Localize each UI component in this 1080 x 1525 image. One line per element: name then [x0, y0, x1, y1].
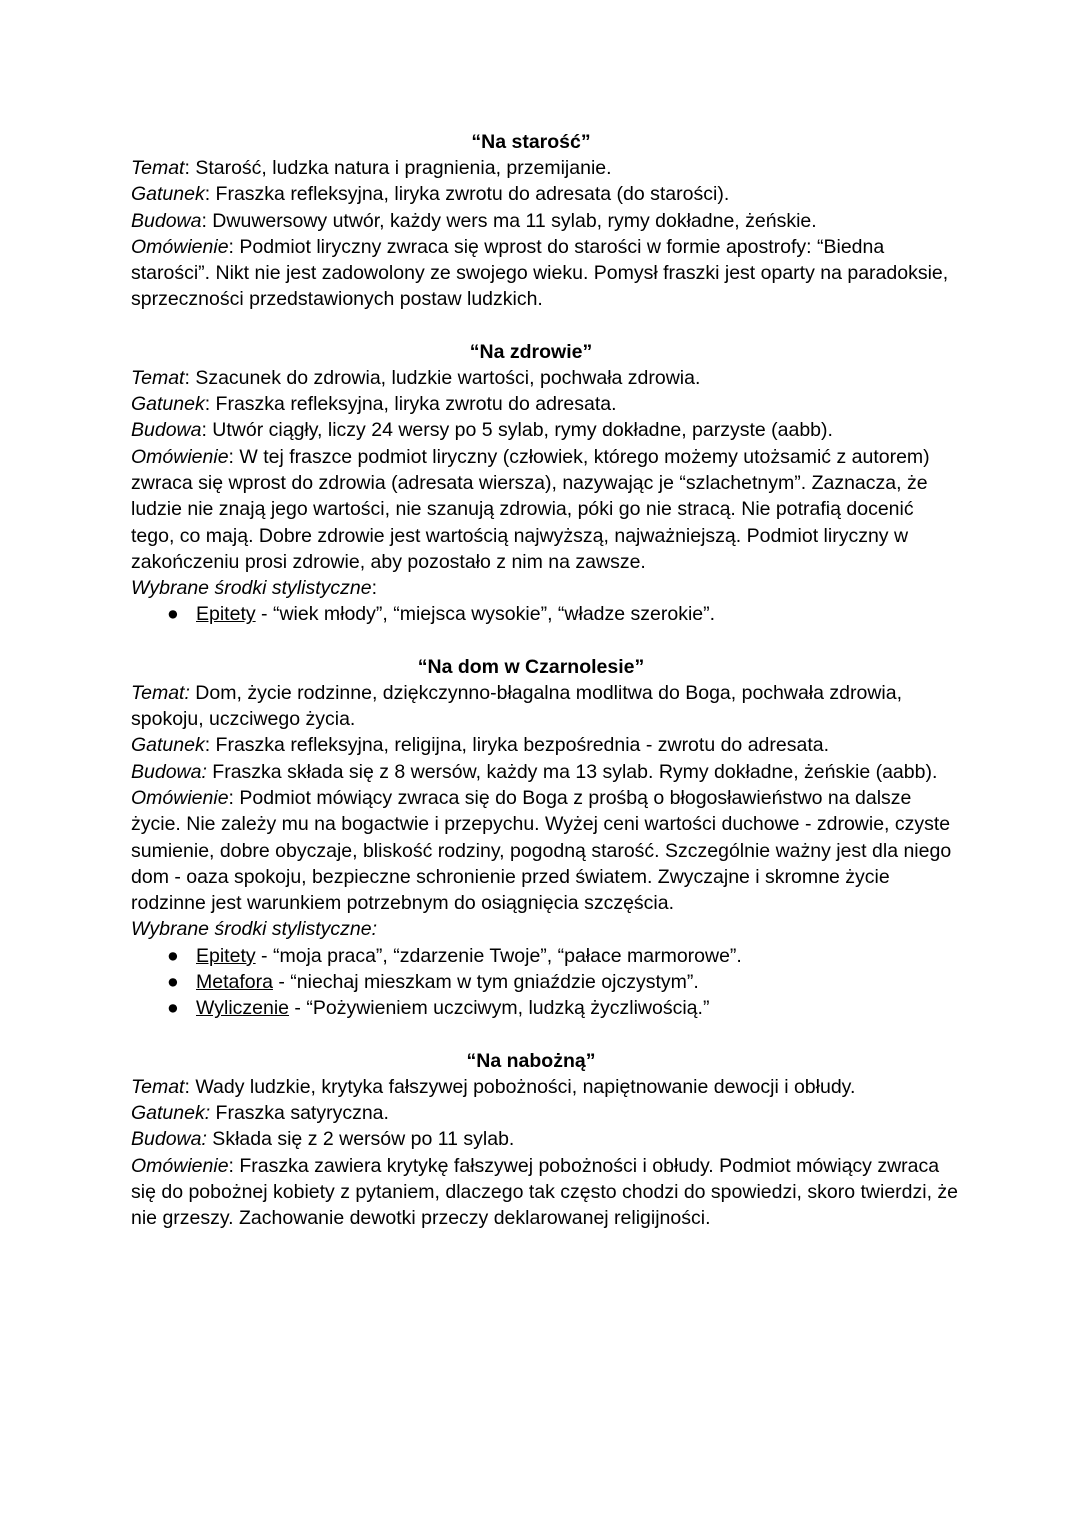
- temat-label: Temat: [131, 1075, 185, 1098]
- omowienie-line: [131, 785, 961, 916]
- temat-label: Temat: [131, 157, 185, 179]
- srodki-label: Wybrane środki stylistyczne:: [131, 918, 377, 941]
- omowienie-label: Omówienie: [131, 235, 229, 258]
- stylistic-devices-list: [131, 601, 960, 627]
- gatunek-line: [131, 391, 961, 417]
- budowa-text: Składa się z 2 wersów po 11 sylab.: [206, 1128, 515, 1151]
- budowa-line: [131, 208, 961, 234]
- budowa-label: Budowa: [131, 209, 202, 232]
- budowa-line: [131, 759, 961, 785]
- omowienie-label: Omówienie: [131, 1154, 229, 1177]
- temat-line: [131, 365, 961, 391]
- gatunek-label: Gatunek:: [131, 1101, 211, 1124]
- srodki-label: Wybrane środki stylistyczne: [131, 577, 372, 600]
- temat-text: Dom, życie rodzinne, dziękczynno-błagalna modlitwa do Boga, pochwała zdrowia, spokoju, uczciwego życia.: [131, 681, 903, 731]
- temat-line: [131, 680, 961, 733]
- gatunek-line: [131, 1100, 961, 1126]
- temat-line: [131, 155, 961, 181]
- omowienie-label: Omówienie: [131, 445, 229, 468]
- section-na-nabozna: [131, 1048, 960, 1232]
- section-title: “Na nabożną”: [466, 1049, 596, 1072]
- section-title: “Na dom w Czarnolesie”: [417, 655, 645, 678]
- section-title: “Na zdrowie”: [469, 340, 593, 363]
- omowienie-text: : Podmiot mówiący zwraca się do Boga z prośbą o błogosławieństwo na dalsze życie. Nie zależy mu na bogactwie i przepychu. Wyżej ceni wartości duchowe - zdrowie, czyste sumienie, dobre obyczaje, bliskość rodziny, pogodną starość. Szczególnie ważny jest dla niego dom - oaza spokoju, bezpieczne schronienie przed światem. Zwyczajne i skromne życie rodzinne jest warunkiem potrzebnym do osiągnięcia szczęścia.: [131, 786, 952, 915]
- device-term: Wyliczenie: [196, 997, 290, 1020]
- temat-text: : Wady ludzkie, krytyka fałszywej pobożności, napiętnowanie dewocji i obłudy.: [184, 1075, 856, 1098]
- srodki-colon: :: [371, 577, 377, 600]
- list-item: [131, 943, 960, 969]
- gatunek-text: Fraszka satyryczna.: [210, 1101, 389, 1124]
- stylistic-devices-list: [131, 943, 960, 1022]
- section-title: “Na starość”: [471, 131, 591, 153]
- budowa-label: Budowa: [131, 419, 202, 442]
- budowa-label: Budowa:: [131, 760, 207, 783]
- temat-label: Temat: [131, 366, 185, 389]
- list-item: [131, 969, 960, 995]
- temat-text: : Starość, ludzka natura i pragnienia, przemijanie.: [184, 157, 612, 179]
- omowienie-line: [131, 1153, 961, 1232]
- bullet-icon: ●: [167, 603, 179, 626]
- device-text: - “Pożywieniem uczciwym, ludzką życzliwością.”: [289, 997, 710, 1020]
- budowa-line: [131, 1126, 961, 1152]
- gatunek-text: : Fraszka refleksyjna, liryka zwrotu do adresata (do starości).: [204, 183, 730, 206]
- budowa-line: [131, 417, 961, 443]
- temat-line: [131, 1074, 961, 1100]
- device-term: Epitety: [196, 603, 256, 626]
- list-item: [131, 995, 960, 1021]
- device-term: Metafora: [196, 971, 273, 994]
- budowa-text: : Utwór ciągły, liczy 24 wersy po 5 sylab, rymy dokładne, parzyste (aabb).: [201, 419, 833, 442]
- temat-label: Temat:: [131, 681, 190, 704]
- omowienie-text: : Fraszka zawiera krytykę fałszywej pobożności i obłudy. Podmiot mówiący zwraca się do pobożnej kobiety z pytaniem, dlaczego tak często chodzi do spowiedzi, skoro twierdzi, że nie grzeszy. Zachowanie dewotki przeczy deklarowanej religijności.: [131, 1154, 959, 1230]
- omowienie-text: : Podmiot liryczny zwraca się wprost do starości w formie apostrofy: “Biedna starości”. Nikt nie jest zadowolony ze swojego wieku. Pomysł fraszki jest oparty na paradoksie, sprzeczności przedstawionych postaw ludzkich.: [131, 235, 949, 311]
- gatunek-line: [131, 181, 961, 207]
- temat-text: : Szacunek do zdrowia, ludzkie wartości, pochwała zdrowia.: [184, 366, 701, 389]
- gatunek-text: : Fraszka refleksyjna, liryka zwrotu do adresata.: [204, 393, 617, 416]
- list-item: [131, 601, 960, 627]
- bullet-icon: ●: [167, 997, 179, 1020]
- srodki-line: [131, 575, 961, 601]
- device-text: - “wiek młody”, “miejsca wysokie”, “władze szerokie”.: [255, 603, 716, 626]
- gatunek-line: [131, 732, 961, 758]
- gatunek-label: Gatunek: [131, 734, 205, 757]
- device-text: - “moja praca”, “zdarzenie Twoje”, “pałace marmorowe”.: [255, 944, 742, 967]
- bullet-icon: ●: [167, 971, 179, 994]
- omowienie-line: [131, 234, 961, 313]
- section-na-dom-w-czarnolesie: [131, 654, 960, 1022]
- device-text: - “niechaj mieszkam w tym gniaździe ojczystym”.: [272, 971, 699, 994]
- omowienie-label: Omówienie: [131, 786, 229, 809]
- gatunek-label: Gatunek: [131, 183, 205, 206]
- section-na-starosc: [131, 129, 960, 313]
- section-na-zdrowie: [131, 339, 960, 628]
- srodki-line: [131, 916, 961, 942]
- budowa-text: Fraszka składa się z 8 wersów, każdy ma 13 sylab. Rymy dokładne, żeńskie (aabb).: [206, 760, 938, 783]
- device-term: Epitety: [196, 944, 256, 967]
- omowienie-text: : W tej fraszce podmiot liryczny (człowiek, którego możemy utożsamić z autorem) zwraca się wprost do zdrowia (adresata wiersza), nazywając je “szlachetnym”. Zaznacza, że ludzie nie znają jego wartości, nie szanują zdrowia, póki go nie stracą. Nie potrafią docenić tego, co mają. Dobre zdrowie jest wartością najwyższą, najważniejszą. Podmiot liryczny w zakończeniu prosi zdrowie, aby pozostało z nim na zawsze.: [131, 445, 930, 573]
- budowa-text: : Dwuwersowy utwór, każdy wers ma 11 sylab, rymy dokładne, żeńskie.: [201, 209, 817, 232]
- budowa-label: Budowa:: [131, 1128, 207, 1151]
- gatunek-text: : Fraszka refleksyjna, religijna, liryka bezpośrednia - zwrotu do adresata.: [204, 734, 829, 757]
- gatunek-label: Gatunek: [131, 393, 205, 416]
- omowienie-line: [131, 444, 961, 575]
- bullet-icon: ●: [167, 944, 179, 967]
